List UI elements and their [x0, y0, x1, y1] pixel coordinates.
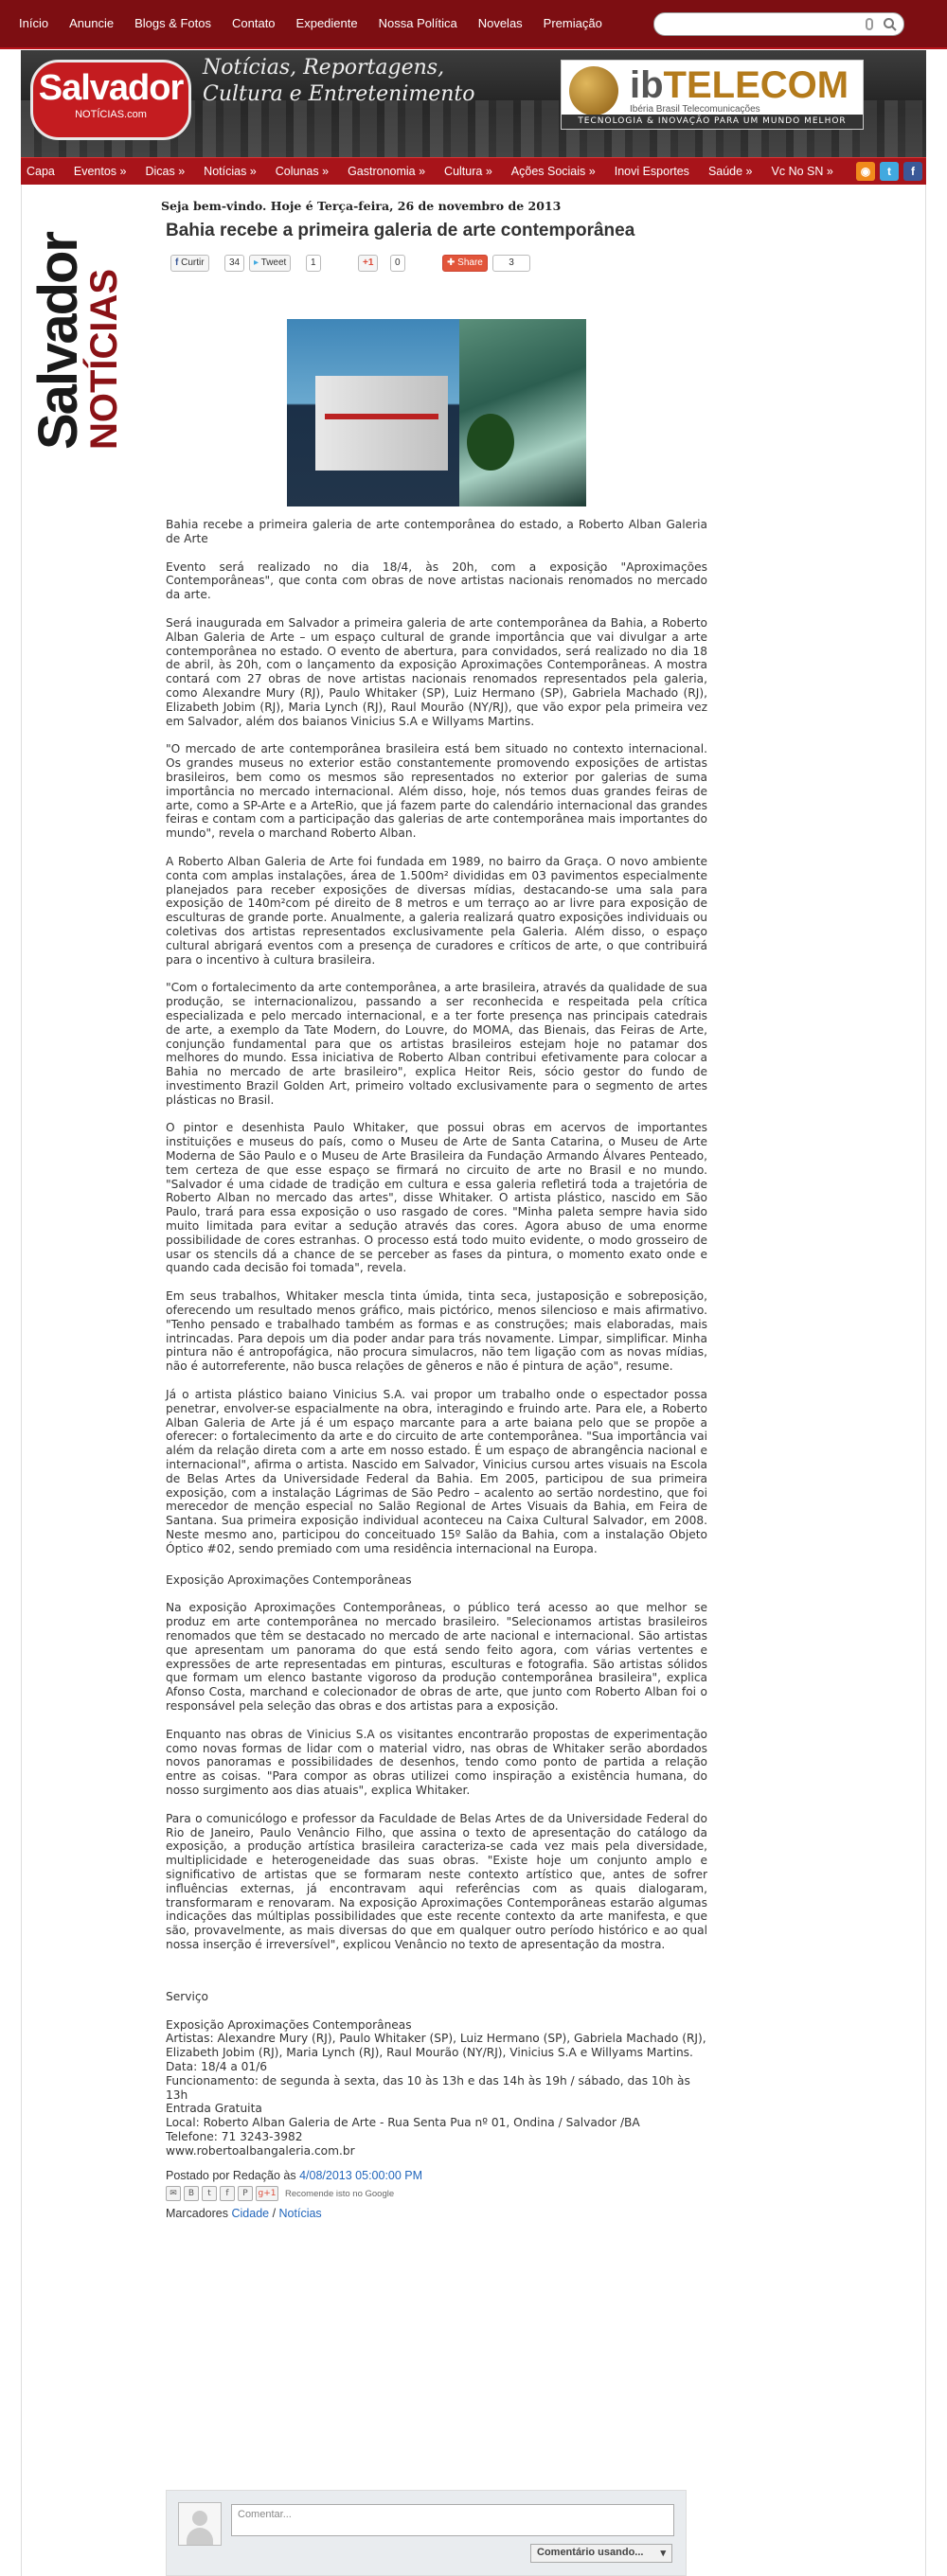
topnav-blogs-fotos[interactable]: Blogs & Fotos	[134, 16, 211, 30]
section-heading: Exposição Aproximações Contemporâneas	[166, 1572, 412, 1587]
nav-capa[interactable]: Capa	[27, 165, 55, 178]
gallery-exterior-photo	[287, 319, 459, 506]
search-input[interactable]	[653, 12, 904, 36]
service-line: Telefone: 71 3243-3982	[166, 2129, 303, 2143]
social-icons	[856, 162, 922, 181]
post-content	[161, 199, 707, 2221]
comment-as-label: Comentário usando...	[537, 2547, 644, 2558]
gallery-photo	[287, 319, 586, 506]
service-info	[166, 1990, 707, 2159]
welcome-date: Seja bem-vindo. Hoje é Terça-feira, 26 de novembro de 2013	[161, 199, 562, 213]
posted-by: Postado por Redação às	[166, 2169, 300, 2183]
site-tagline: Notícias, Reportagens, Cultura e Entretenimento	[203, 56, 475, 106]
header-banner	[21, 50, 926, 157]
facebook-share-icon[interactable]: f	[220, 2186, 235, 2201]
nav-gastronomia[interactable]: Gastronomia »	[348, 165, 426, 178]
label-cidade[interactable]: Cidade	[231, 2207, 270, 2221]
ad-brand-ib: ib	[630, 64, 664, 106]
service-line: Local: Roberto Alban Galeria de Arte - Rua Senta Pua nº 01, Ondina / Salvador /BA	[166, 2116, 640, 2130]
topnav-anuncie[interactable]: Anuncie	[69, 16, 115, 30]
article-paragraph: A Roberto Alban Galeria de Arte foi fundada em 1989, no bairro da Graça. O novo ambiente conta com amplas instalações, área de 1.500m² divididas em 03 pavimentos especialmente planejados para receber exposições de diversas mídias, destacando-se uma sala para exposição de 140m²com pé direito de 8 metros e um terraço ao ar livre para exposição de esculturas de grande porte. Anualmente, a galeria realizará quatro exposições individuais ou coletivas dos artistas representados exclusivamente pela Galeria. Além disso, o espaço cultural abrigará eventos com a presença de curadores e críticos de arte, o que contribuirá para o incentivo à cultura brasileira.	[166, 854, 707, 967]
service-line: Exposição Aproximações Contemporâneas	[166, 2017, 412, 2032]
site-logo[interactable]	[30, 60, 191, 140]
share-label: Share	[457, 258, 483, 268]
service-heading: Serviço	[166, 1989, 209, 2003]
facebook-icon[interactable]: f	[903, 162, 922, 181]
tweet-button[interactable]: ▸ Tweet	[249, 255, 291, 272]
twitter-icon[interactable]: t	[880, 162, 899, 181]
article-body	[166, 518, 707, 2158]
topnav-inicio[interactable]: Início	[19, 16, 49, 30]
comment-input[interactable]: Comentar...	[231, 2504, 674, 2536]
logo-sub-text: NOTÍCIAS.com	[75, 109, 147, 120]
twitter-share-icon[interactable]: t	[202, 2186, 217, 2201]
topnav-premiacao[interactable]: Premiação	[543, 16, 602, 30]
sidebar-logo[interactable]	[27, 204, 131, 450]
post-timestamp-link[interactable]: 4/08/2013 05:00:00 PM	[299, 2169, 423, 2183]
article-paragraph: Na exposição Aproximações Contemporâneas, o público terá acesso ao que melhor se produz em arte contemporânea no mercado brasileiro. "Selecionamos artistas brasileiros renomados que têm se destacado no mercado de arte nacional e internacional. São artistas que apresentam um panorama do que está sendo feito agora, com várias vertentes e expressões de arte representadas em pinturas, esculturas e fotografia. São artistas sólidos que formam um elenco bastante vigoroso da produção contemporânea brasileira", explica Afonso Costa, marchand e colecionador de obras de arte, que junto com Roberto Alban foi o responsável pela seleção das obras e dos artistas para a exposição.	[166, 1601, 707, 1713]
ad-brand-telecom: TELECOM	[663, 64, 849, 106]
top-nav	[19, 16, 623, 30]
article-paragraph: Em seus trabalhos, Whitaker mescla tinta úmida, tinta seca, justaposição e sobreposição, oferecendo um resultado menos gráfico, mais pictórico, menos silencioso e mais afirmativo. "Tenho pensado e trabalhado também as formas e as construções; mais elaboradas, mais intrincadas. Para depois um dia poder andar para trás novamente. Limpar, simplificar. Minha pintura não é antropofágica, não procura simulacros, não tem ligação com as novas mídias, não é autorreferente, não busca relações de gêneros e não é pintura de ação", resume.	[166, 1289, 707, 1374]
building-shape	[315, 376, 448, 471]
tree-shape	[467, 414, 514, 471]
avatar-head	[192, 2511, 207, 2526]
article-paragraph: Bahia recebe a primeira galeria de arte contemporânea do estado, a Roberto Alban Galeria de Arte	[166, 518, 707, 545]
microphone-icon[interactable]	[866, 18, 873, 30]
article-paragraph: "O mercado de arte contemporânea brasileira está bem situado no contexto internacional. Os grandes museus no exterior estão constantemente promovendo exposições de artistas brasileiros, bem como os mesmos são representados no exterior por galerias de suma importância no mercado internacional. Além disso, hoje, nós temos duas grandes feiras de arte, como a SP-Arte e a ArteRio, que já fazem parte do calendário internacional das grandes feiras e contam com a participação das galerias de arte contemporânea mais importantes do mundo", revela o marchand Roberto Alban.	[166, 742, 707, 841]
article-paragraph: O pintor e desenhista Paulo Whitaker, que possui obras em acervos de importantes instituições e museus do país, como o Museu de Arte de Santa Catarina, o Museu de Arte Moderna de São Paulo e o Museu de Arte Brasileira da Fundação Armando Álvares Penteado, tem certeza de que esse espaço se firmará no circuito de arte no Brasil e no mundo. "Salvador é uma cidade de tradição em cultura e essa galeria refletirá toda a trajetória de Roberto Alban no mercado das artes", disse Whitaker. O artista plástico, nascido em São Paulo, trará para essa exposição o uso rasgado de cores. "Minha paleta sempre havia sido muito limitada para evitar a sedução através das cores. Agora abuso de uma enorme possibilidade de cores estranhas. O processo está todo muito evidente, o modo grosseiro de usar os stencils dá a chance de se perceber as fases da pintura, o momento exato onde e quando cada decisão foi tomada", revela.	[166, 1121, 707, 1275]
service-line: Entrada Gratuita	[166, 2102, 262, 2116]
comment-as-select[interactable]	[530, 2544, 672, 2563]
share-bar	[166, 255, 707, 279]
article-paragraph: Enquanto nas obras de Vinicius S.A os visitantes encontrarão propostas de experimentação como novas formas de lidar com o material vidro, nas obras de Whitaker serão abordados novos panoramas e possibilidades de desenhos, tendo como ponto de partida a relação entre as coisas. "Para compor as obras utilizei como inspiração a existência humana, do nosso surgimento aos dias atuais", explica Whitaker.	[166, 1727, 707, 1797]
avatar-body	[187, 2528, 213, 2545]
topnav-novelas[interactable]: Novelas	[477, 16, 523, 30]
labels-separator: /	[269, 2207, 279, 2221]
share-button[interactable]: ✚ Share	[442, 255, 488, 272]
share-count: 3	[492, 255, 530, 272]
top-bar	[0, 0, 947, 49]
pinterest-icon[interactable]: P	[238, 2186, 253, 2201]
nav-eventos[interactable]: Eventos »	[73, 165, 127, 178]
service-line: Funcionamento: de segunda à sexta, das 10 às 13h e das 14h às 19h / sábado, das 10h às 13h	[166, 2073, 690, 2102]
service-line: www.robertoalbangaleria.com.br	[166, 2143, 355, 2158]
nav-inovi-esportes[interactable]: Inovi Esportes	[614, 165, 689, 178]
share-icons-row	[166, 2186, 707, 2201]
recommend-google-text: Recomende isto no Google	[285, 2188, 395, 2199]
service-line: Artistas: Alexandre Mury (RJ), Paulo Whitaker (SP), Luiz Hermano (SP), Gabriela Machado (RJ), Elizabeth Jobim (RJ), Maria Lynch (RJ), Raul Mourão (NY/RJ), Vinicius S.A e Willyams Martins.	[166, 2032, 706, 2060]
building-stripe	[325, 414, 438, 419]
article-paragraph: "Com o fortalecimento da arte contemporânea, a arte brasileira, através da qualidade de sua produção, se internacionalizou, passando a ser reconhecida e respeitada pela crítica especializada e pelo mercado internacional, e a ter forte presença nas principais catedrais de arte, a exemplo da Tate Modern, do Louvre, do MOMA, das Bienais, das Feiras de Arte, conjunção fundamental para que os artistas brasileiros estejam hoje no patamar dos melhores do mundo. Essa iniciativa de Roberto Alban contribui efetivamente para colocar a Bahia no mercado de arte brasileiro", explica Heitor Reis, sócio gestor do fundo de investimento Brazil Golden Art, primeiro voltado exclusivamente para o segmento de artes plásticas no Brasil.	[166, 981, 707, 1107]
article-paragraph: Já o artista plástico baiano Vinicius S.A. vai propor um trabalho onde o espectador possa penetrar, envolver-se espacialmente na obra, interagindo e fruindo arte. Para ele, a Roberto Alban Galeria de Arte já é um espaço marcante para a arte baiana pelo que se propõe a oferecer: o fortalecimento da arte e do circuito de arte contemporânea. "Sua importância vai além da relação direta com a arte em nosso estado. É um espaço de abrangência nacional e internacional", afirma o artista. Nascido em Salvador, Vinicius cursou artes visuais na Escola de Belas Artes da Universidade Federal da Bahia. Em 2005, participou de sua primeira exposição, com a instalação Lágrimas de São Pedro – acalento ao sertão nordestino, que foi merecedor de menção especial no Salão Regional de Artes Visuais da Bahia, em Feira de Santana. Sua primeira exposição individual aconteceu na Caixa Cultural Salvador, em 2008. Neste mesmo ano, participou do conceituado 15º Salão da Bahia, com a instalação Objeto Óptico #02, sendo premiado com uma residência internacional na Europa.	[166, 1388, 707, 1555]
globe-icon	[569, 66, 618, 115]
gplus-count: 0	[390, 255, 405, 272]
labels-prefix: Marcadores	[166, 2207, 232, 2221]
tweet-label: Tweet	[260, 258, 287, 268]
service-line: Data: 18/4 a 01/6	[166, 2059, 268, 2073]
nav-cultura[interactable]: Cultura »	[444, 165, 492, 178]
search-icon[interactable]	[883, 17, 898, 32]
nav-vc-no-sn[interactable]: Vc No SN »	[771, 165, 833, 178]
ad-brand	[630, 64, 849, 107]
post-footer	[166, 2169, 707, 2182]
sidebar-logo-noticias: NOTÍCIAS	[83, 268, 125, 450]
nav-dicas[interactable]: Dicas »	[145, 165, 186, 178]
nav-acoes-sociais[interactable]: Ações Sociais »	[510, 165, 596, 178]
facebook-like-button[interactable]: f Curtir	[170, 255, 209, 272]
sidebar-logo-salvador: Salvador	[27, 233, 89, 450]
avatar	[178, 2502, 222, 2546]
email-icon[interactable]: ✉	[166, 2186, 181, 2201]
like-count: 34	[224, 255, 244, 272]
comment-form	[166, 2490, 687, 2576]
topnav-contato[interactable]: Contato	[232, 16, 276, 30]
nav-noticias[interactable]: Notícias »	[204, 165, 257, 178]
topnav-nossa-politica[interactable]: Nossa Política	[378, 16, 457, 30]
blogthis-icon[interactable]: B	[184, 2186, 199, 2201]
ad-subtitle: Ibéria Brasil Telecomunicações	[630, 104, 760, 115]
label-noticias[interactable]: Notícias	[278, 2207, 322, 2221]
main-nav	[21, 157, 926, 185]
like-label: Curtir	[181, 258, 205, 268]
ad-footer: TECNOLOGIA & INOVAÇÃO PARA UM MUNDO MELHOR	[562, 115, 863, 129]
article-paragraph: Evento será realizado no dia 18/4, às 20h, com a exposição "Aproximações Contemporâneas", que conta com obras de nove artistas nacionais renomados no mercado da arte.	[166, 560, 707, 602]
gplus-small-icon[interactable]: g+1	[256, 2186, 278, 2201]
gallery-interior-photo	[459, 319, 586, 506]
post-labels	[166, 2207, 707, 2220]
article-paragraph: Será inaugurada em Salvador a primeira galeria de arte contemporânea da Bahia, a Roberto Alban Galeria de Arte – um espaço cultural de grande importância que vai divulgar a arte contemporânea no estado. O evento de abertura, para convidados, será realizado no dia 18 de abril, às 20h, com o lançamento da exposição Aproximações Contemporâneas. A mostra contará com 27 obras de nove artistas nacionais renomados representados pela galeria, como Alexandre Mury (RJ), Paulo Whitaker (SP), Luiz Hermano (SP), Gabriela Machado (RJ), Elizabeth Jobim (RJ), Maria Lynch (RJ), Raul Mourão (NY/RJ), que vão expor pela primeira vez em Salvador, além dos baianos Vinicius S.A e Willyams Martins.	[166, 615, 707, 728]
article-paragraph: Para o comunicólogo e professor da Faculdade de Belas Artes de da Universidade Federal do Rio de Janeiro, Paulo Venâncio Filho, que assina o texto de apresentação do catálogo da exposição, a produção artística brasileira caracteriza-se cada vez mais pela diversidade, multiplicidade e heterogeneidade das suas obras. "Existe hoje um conjunto amplo e significativo de artistas que se formaram neste contexto artístico que, antes de sofrer influências externas, já encontravam aqui referências com as quais dialogaram, transformaram e renovaram. Na exposição Aproximações Contemporâneas estarão algumas indicações das múltiplas possibilidades que este recente contexto da arte manifesta, e que são, provavelmente, as mais diversas do que em qualquer outro período histórico e ao qual nossa inserção é irreversível", explicou Venâncio no texto de apresentação da mostra.	[166, 1811, 707, 1951]
post-title: Bahia recebe a primeira galeria de arte contemporânea	[166, 221, 635, 240]
tweet-count: 1	[306, 255, 321, 272]
nav-colunas[interactable]: Colunas »	[275, 165, 330, 178]
nav-saude[interactable]: Saúde »	[707, 165, 753, 178]
topnav-expediente[interactable]: Expediente	[295, 16, 358, 30]
gplus-button[interactable]: +1	[358, 255, 378, 272]
chevron-down-icon: ▾	[660, 2548, 666, 2559]
rss-icon[interactable]: ◉	[856, 162, 875, 181]
logo-main-text: Salvador	[38, 68, 184, 108]
ibtelecom-ad[interactable]	[561, 60, 864, 130]
